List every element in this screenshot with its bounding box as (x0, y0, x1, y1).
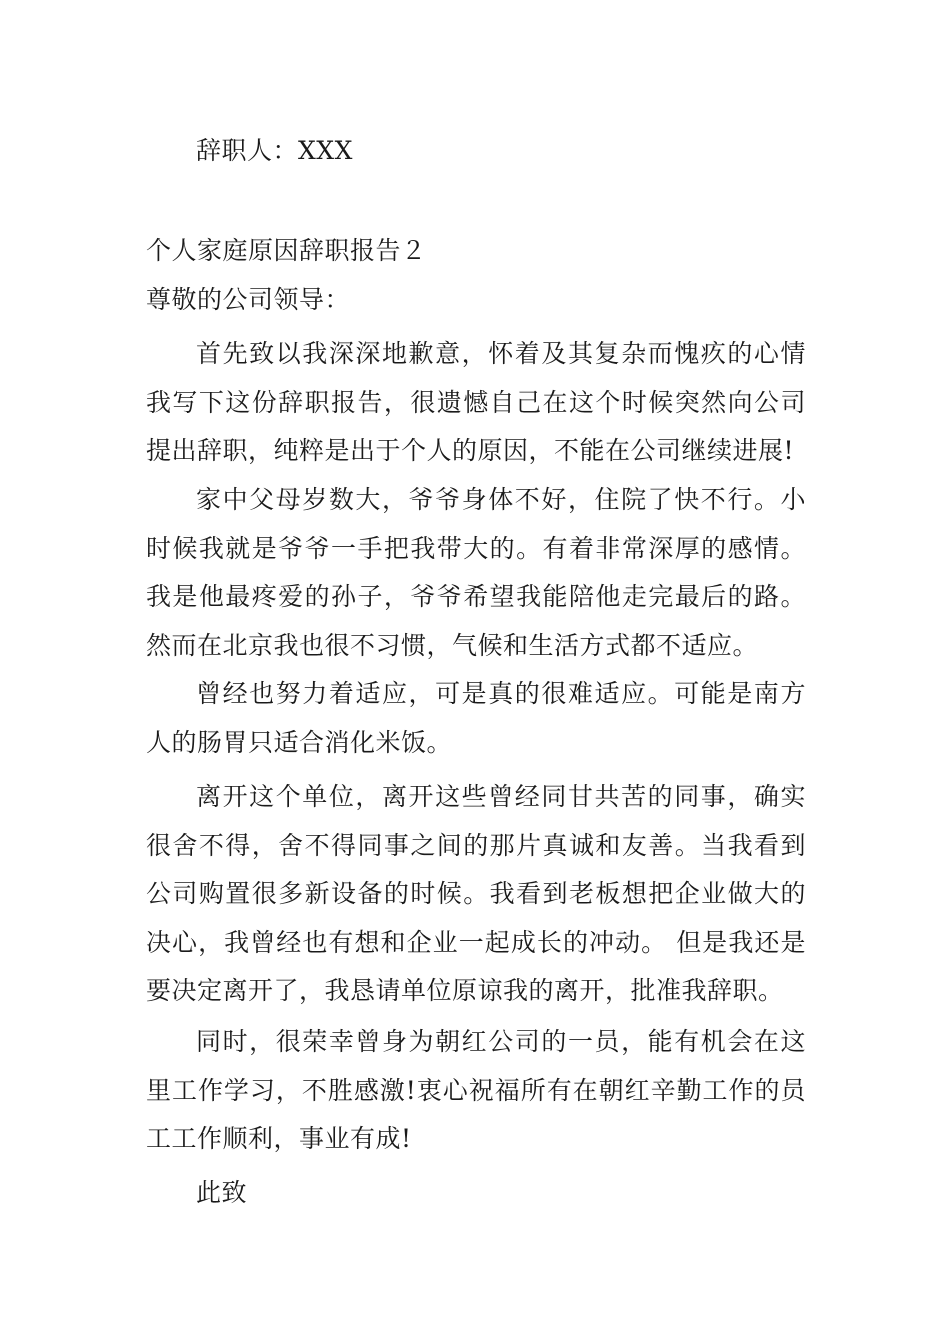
paragraph-leaving: 离开这个单位，离开这些曾经同甘共苦的同事，确实很舍不得，舍不得同事之间的那片真诚和友善。当我看到公司购置很多新设备的时候。我看到老板想把企业做大的决心，我曾经也有想和企业一起成长的冲动。 但是我还是要决定离开了，我恳请单位原谅我的离开，批准我辞职。 (146, 782, 806, 1005)
paragraph-family: 家中父母岁数大，爷爷身体不好，住院了快不行。小时候我就是爷爷一手把我带大的。有着非常深厚的感情。我是他最疼爱的孙子，爷爷希望我能陪他走完最后的路。然而在北京我也很不习惯，气候和生活方式都不适应。 (146, 485, 806, 660)
document-title: 个人家庭原因辞职报告２ (146, 236, 427, 265)
closing-line: 此致 (196, 1178, 248, 1207)
salutation: 尊敬的公司领导： (146, 285, 351, 314)
paragraph-apology: 首先致以我深深地歉意，怀着及其复杂而愧疚的心情我写下这份辞职报告，很遗憾自己在这个时候突然向公司提出辞职，纯粹是出于个人的原因，不能在公司继续进展! (146, 339, 806, 465)
paragraph-adaptation: 曾经也努力着适应，可是真的很难适应。可能是南方人的肠胃只适合消化米饭。 (146, 679, 806, 757)
signer-line: 辞职人：XXX (196, 136, 353, 165)
paragraph-thanks: 同时，很荣幸曾身为朝红公司的一员，能有机会在这里工作学习，不胜感激!衷心祝福所有在朝红辛勤工作的员工工作顺利，事业有成! (146, 1027, 806, 1153)
